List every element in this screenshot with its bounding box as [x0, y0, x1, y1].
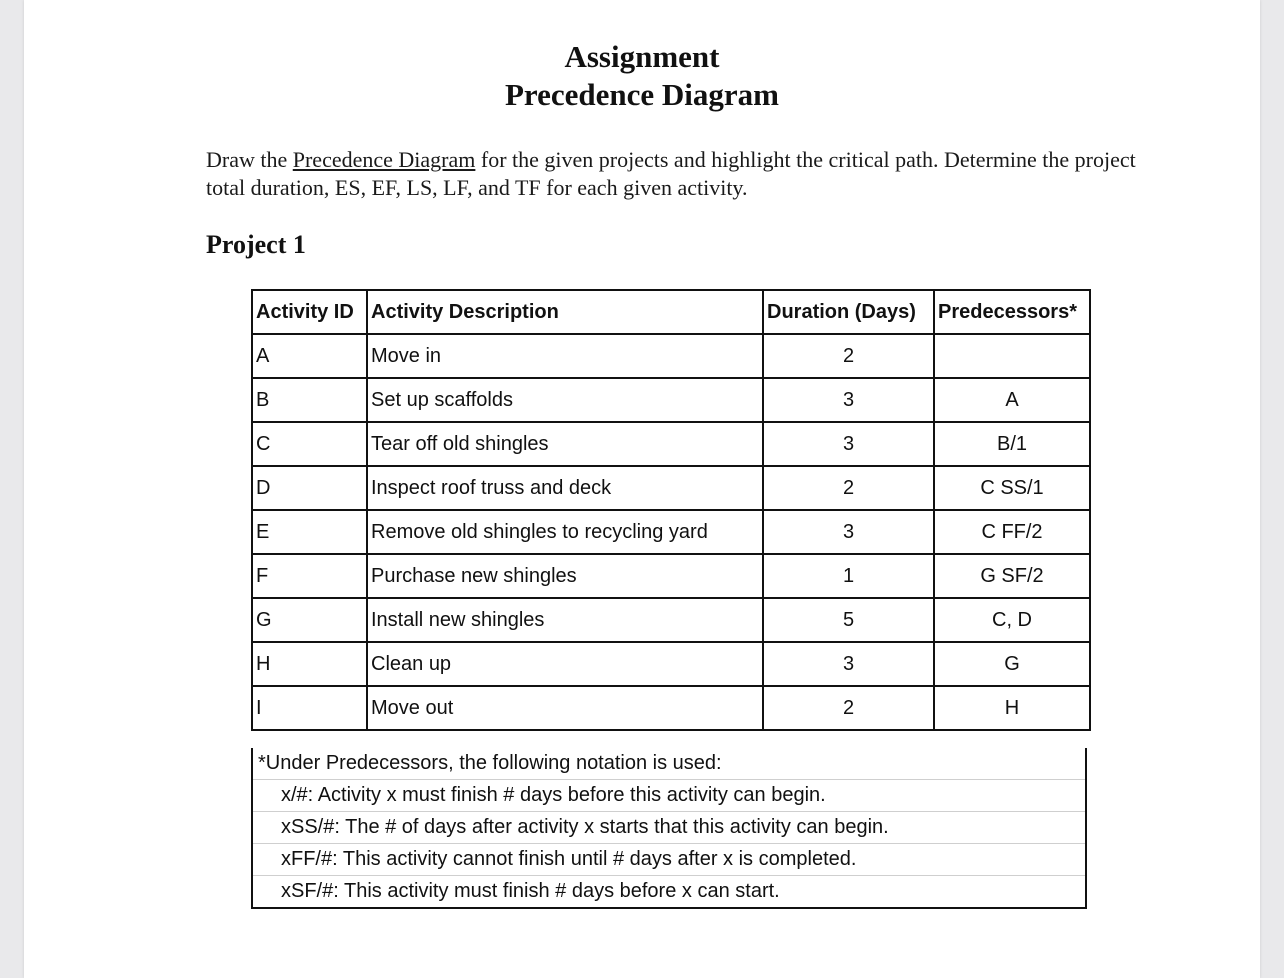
cell-description: Move in [367, 334, 763, 378]
cell-predecessors: H [934, 686, 1090, 730]
cell-description: Install new shingles [367, 598, 763, 642]
cell-description: Move out [367, 686, 763, 730]
cell-predecessors: B/1 [934, 422, 1090, 466]
notation-line-fs: x/#: Activity x must finish # days before this activity can begin. [253, 780, 1085, 812]
cell-predecessors: C FF/2 [934, 510, 1090, 554]
precedence-diagram-link[interactable]: Precedence Diagram [292, 147, 476, 172]
cell-activity-id: A [252, 334, 367, 378]
table-row [252, 378, 1090, 422]
notation-notes [251, 748, 1087, 909]
cell-description: Remove old shingles to recycling yard [367, 510, 763, 554]
cell-duration: 3 [763, 642, 934, 686]
header-activity-id: Activity ID [252, 290, 367, 334]
notation-line-ss: xSS/#: The # of days after activity x starts that this activity can begin. [253, 812, 1085, 844]
table-row [252, 642, 1090, 686]
intro-text-after: for the given projects and highlight the critical path. Determine the project total duration, ES, EF, LS, LF, and TF for each given activity. [206, 147, 1136, 200]
project-heading: Project 1 [206, 230, 306, 259]
cell-duration: 2 [763, 466, 934, 510]
table-row [252, 554, 1090, 598]
table-row [252, 510, 1090, 554]
table-header-row [252, 290, 1090, 334]
header-duration: Duration (Days) [763, 290, 934, 334]
cell-description: Tear off old shingles [367, 422, 763, 466]
cell-duration: 3 [763, 510, 934, 554]
table-row [252, 466, 1090, 510]
cell-description: Inspect roof truss and deck [367, 466, 763, 510]
cell-activity-id: H [252, 642, 367, 686]
cell-duration: 2 [763, 686, 934, 730]
intro-paragraph [206, 146, 1156, 202]
cell-activity-id: F [252, 554, 367, 598]
notation-heading: *Under Predecessors, the following notation is used: [253, 748, 1085, 780]
cell-duration: 1 [763, 554, 934, 598]
title-assignment: Assignment [564, 39, 720, 74]
cell-duration: 3 [763, 422, 934, 466]
intro-text-before: Draw the [206, 147, 293, 172]
table-row [252, 598, 1090, 642]
cell-activity-id: G [252, 598, 367, 642]
cell-activity-id: E [252, 510, 367, 554]
header-activity-description: Activity Description [367, 290, 763, 334]
cell-duration: 3 [763, 378, 934, 422]
cell-activity-id: I [252, 686, 367, 730]
cell-predecessors: G SF/2 [934, 554, 1090, 598]
header-predecessors: Predecessors* [934, 290, 1090, 334]
cell-activity-id: C [252, 422, 367, 466]
table-row [252, 422, 1090, 466]
cell-predecessors: C, D [934, 598, 1090, 642]
notation-line-ff: xFF/#: This activity cannot finish until # days after x is completed. [253, 844, 1085, 876]
activity-table [251, 289, 1091, 731]
cell-predecessors: A [934, 378, 1090, 422]
title-precedence-diagram: Precedence Diagram [504, 77, 779, 112]
cell-activity-id: B [252, 378, 367, 422]
table-row [252, 686, 1090, 730]
cell-description: Clean up [367, 642, 763, 686]
cell-predecessors [934, 334, 1090, 378]
table-row [252, 334, 1090, 378]
cell-predecessors: G [934, 642, 1090, 686]
notation-line-sf: xSF/#: This activity must finish # days before x can start. [281, 880, 780, 902]
cell-duration: 2 [763, 334, 934, 378]
cell-description: Purchase new shingles [367, 554, 763, 598]
cell-predecessors: C SS/1 [934, 466, 1090, 510]
cell-duration: 5 [763, 598, 934, 642]
cell-description: Set up scaffolds [367, 378, 763, 422]
cell-activity-id: D [252, 466, 367, 510]
